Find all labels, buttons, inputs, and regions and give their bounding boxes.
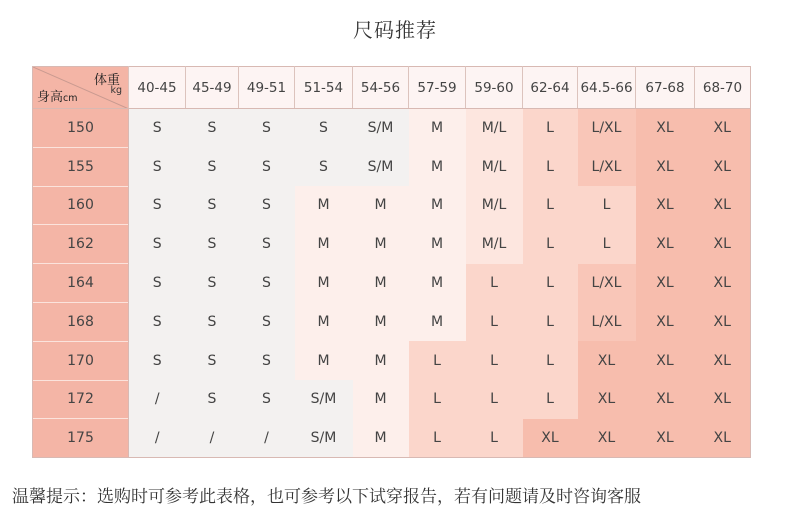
table-row xyxy=(33,186,751,225)
table-row xyxy=(33,341,751,380)
size-cell: L xyxy=(523,264,578,303)
size-cell: M xyxy=(353,264,409,303)
size-cell: / xyxy=(186,419,239,458)
size-cell: L xyxy=(523,341,578,380)
size-cell: XL xyxy=(578,380,636,419)
size-cell: M/L xyxy=(466,225,523,264)
size-cell: XL xyxy=(636,147,695,186)
size-recommendation-table xyxy=(32,66,751,458)
size-cell: L/XL xyxy=(578,264,636,303)
size-cell: M/L xyxy=(466,109,523,148)
size-cell: L xyxy=(578,186,636,225)
height-cell: 162 xyxy=(33,225,129,264)
height-cell: 172 xyxy=(33,380,129,419)
size-cell: L xyxy=(578,225,636,264)
size-cell: S/M xyxy=(295,419,353,458)
page-title: 尺码推荐 xyxy=(353,18,437,42)
weight-range-header: 64.5-66 xyxy=(578,67,636,109)
height-cell: 168 xyxy=(33,302,129,341)
size-cell: M xyxy=(353,419,409,458)
size-cell: L xyxy=(523,225,578,264)
size-cell: M xyxy=(295,302,353,341)
size-cell: M xyxy=(409,109,466,148)
table-row xyxy=(33,147,751,186)
size-cell: S/M xyxy=(353,109,409,148)
size-cell: M xyxy=(409,225,466,264)
height-cell: 160 xyxy=(33,186,129,225)
size-cell: XL xyxy=(636,225,695,264)
size-cell: M xyxy=(295,186,353,225)
size-cell: M/L xyxy=(466,147,523,186)
size-cell: L xyxy=(466,341,523,380)
weight-range-header: 49-51 xyxy=(239,67,295,109)
size-cell: M xyxy=(353,341,409,380)
size-cell: XL xyxy=(578,341,636,380)
size-cell: / xyxy=(239,419,295,458)
size-cell: L xyxy=(523,109,578,148)
weight-range-header: 45-49 xyxy=(186,67,239,109)
size-cell: L xyxy=(409,419,466,458)
footnote-tip: 温馨提示：选购时可参考此表格，也可参考以下试穿报告，若有问题请及时咨询客服 xyxy=(12,487,641,507)
size-cell: L xyxy=(409,380,466,419)
size-cell: XL xyxy=(695,225,751,264)
size-cell: XL xyxy=(636,109,695,148)
size-cell: L xyxy=(466,302,523,341)
weight-axis-label: 体重 xyxy=(93,73,120,88)
size-cell: L xyxy=(523,380,578,419)
size-cell: XL xyxy=(636,264,695,303)
height-cell: 170 xyxy=(33,341,129,380)
size-cell: S xyxy=(239,147,295,186)
table-row xyxy=(33,109,751,148)
size-cell: XL xyxy=(695,186,751,225)
size-cell: S xyxy=(239,186,295,225)
height-cell: 150 xyxy=(33,109,129,148)
size-cell: L xyxy=(523,147,578,186)
size-cell: XL xyxy=(695,109,751,148)
height-axis-label xyxy=(37,86,78,105)
size-cell: M xyxy=(295,225,353,264)
size-cell: S xyxy=(129,109,186,148)
size-cell: M xyxy=(295,264,353,303)
size-cell: XL xyxy=(695,419,751,458)
size-cell: S xyxy=(239,341,295,380)
weight-range-header: 51-54 xyxy=(295,67,353,109)
size-cell: M xyxy=(353,225,409,264)
size-cell: XL xyxy=(578,419,636,458)
weight-range-header: 62-64 xyxy=(523,67,578,109)
weight-range-header: 40-45 xyxy=(129,67,186,109)
size-cell: XL xyxy=(636,302,695,341)
size-cell: M/L xyxy=(466,186,523,225)
height-label-text: 身高 xyxy=(37,90,64,105)
size-cell: L/XL xyxy=(578,302,636,341)
size-cell: S xyxy=(129,225,186,264)
size-cell: S xyxy=(186,225,239,264)
size-cell: S xyxy=(186,186,239,225)
size-cell: S xyxy=(239,380,295,419)
size-cell: S xyxy=(186,109,239,148)
size-cell: S xyxy=(186,302,239,341)
weight-range-header: 68-70 xyxy=(695,67,751,109)
size-table-body xyxy=(33,109,751,458)
size-cell: M xyxy=(353,186,409,225)
weight-range-header: 54-56 xyxy=(353,67,409,109)
size-cell: S xyxy=(295,147,353,186)
size-cell: S xyxy=(129,302,186,341)
table-corner-header xyxy=(33,67,129,109)
size-cell: S xyxy=(239,302,295,341)
size-cell: L xyxy=(466,264,523,303)
size-cell: S/M xyxy=(353,147,409,186)
size-cell: S xyxy=(186,147,239,186)
weight-range-header: 67-68 xyxy=(636,67,695,109)
size-cell: XL xyxy=(636,380,695,419)
size-cell: L xyxy=(466,380,523,419)
size-cell: S xyxy=(129,264,186,303)
table-row xyxy=(33,302,751,341)
size-cell: XL xyxy=(695,264,751,303)
table-row xyxy=(33,380,751,419)
size-cell: M xyxy=(409,302,466,341)
weight-header-row xyxy=(33,67,751,109)
size-cell: / xyxy=(129,380,186,419)
size-cell: M xyxy=(409,186,466,225)
size-cell: XL xyxy=(636,419,695,458)
size-cell: XL xyxy=(695,147,751,186)
size-cell: S xyxy=(129,186,186,225)
size-cell: S xyxy=(129,341,186,380)
size-cell: S xyxy=(239,109,295,148)
size-cell: XL xyxy=(695,302,751,341)
weight-range-header: 59-60 xyxy=(466,67,523,109)
height-unit-label: cm xyxy=(63,93,78,104)
size-cell: XL xyxy=(695,380,751,419)
size-cell: XL xyxy=(636,186,695,225)
weight-range-header: 57-59 xyxy=(409,67,466,109)
size-cell: S xyxy=(186,264,239,303)
size-cell: M xyxy=(353,380,409,419)
size-cell: S xyxy=(186,341,239,380)
table-row xyxy=(33,419,751,458)
size-cell: L xyxy=(523,302,578,341)
size-cell: XL xyxy=(636,341,695,380)
size-cell: M xyxy=(295,341,353,380)
size-cell: L/XL xyxy=(578,147,636,186)
size-cell: L xyxy=(523,186,578,225)
size-cell: S xyxy=(295,109,353,148)
size-cell: XL xyxy=(523,419,578,458)
table-row xyxy=(33,225,751,264)
size-cell: S xyxy=(129,147,186,186)
table-row xyxy=(33,264,751,303)
size-cell: M xyxy=(409,147,466,186)
height-cell: 164 xyxy=(33,264,129,303)
size-cell: L xyxy=(466,419,523,458)
height-cell: 155 xyxy=(33,147,129,186)
size-cell: S xyxy=(239,225,295,264)
size-cell: XL xyxy=(695,341,751,380)
size-cell: S/M xyxy=(295,380,353,419)
size-cell: S xyxy=(186,380,239,419)
weight-unit-label: kg xyxy=(110,85,122,96)
size-cell: L/XL xyxy=(578,109,636,148)
size-cell: / xyxy=(129,419,186,458)
height-cell: 175 xyxy=(33,419,129,458)
size-cell: M xyxy=(409,264,466,303)
size-cell: S xyxy=(239,264,295,303)
size-cell: L xyxy=(409,341,466,380)
size-cell: M xyxy=(353,302,409,341)
